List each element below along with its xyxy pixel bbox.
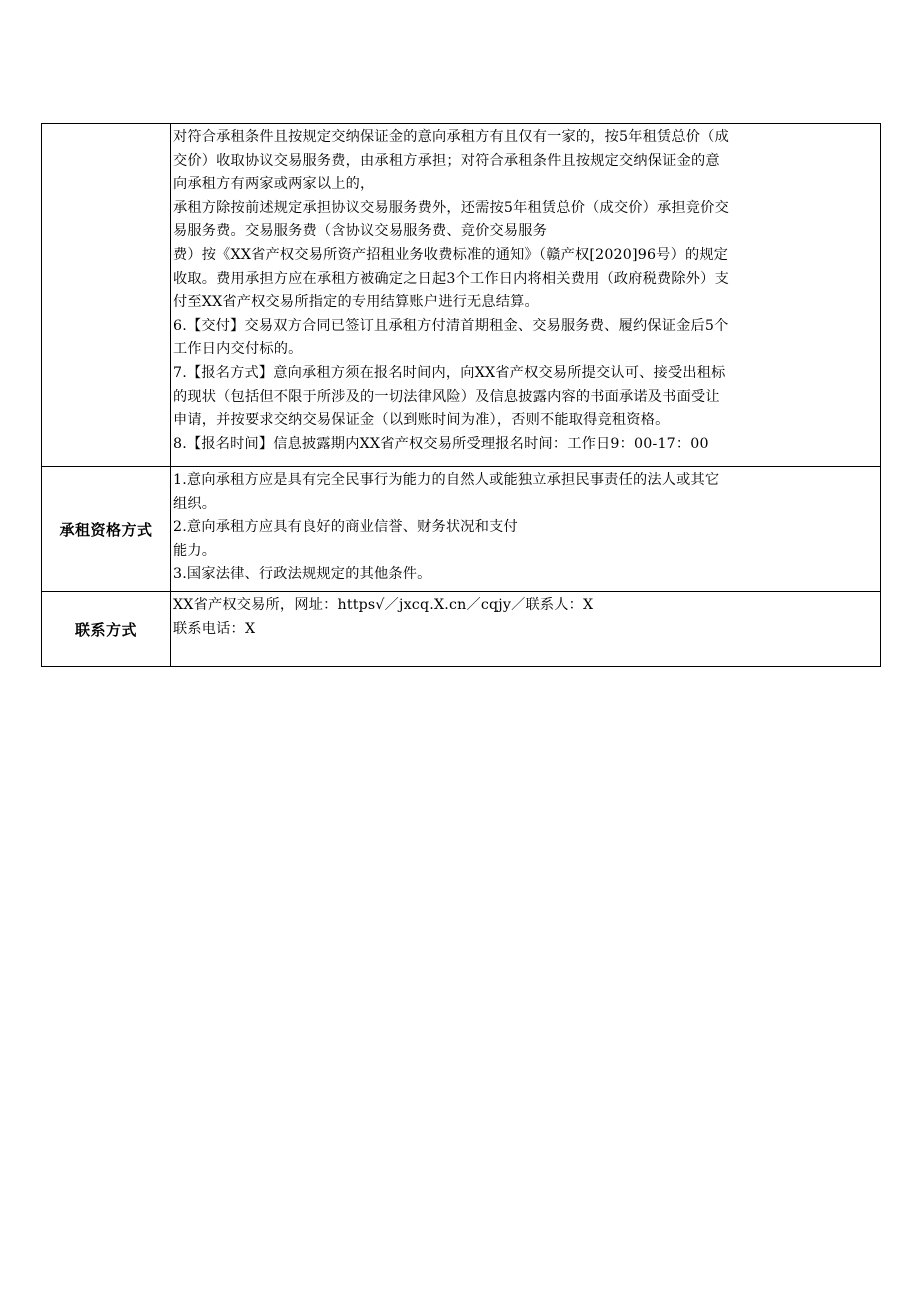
text-line: 费）按《XX省产权交易所资产招租业务收费标准的通知》（赣产权[2020]96号）的规定 (173, 246, 729, 263)
text-line: 6.【交付】交易双方合同已签订且承租方付清首期租金、交易服务费、履约保证金后5个 (173, 317, 729, 334)
text-line: 2.意向承租方应具有良好的商业信誉、财务状况和支付 (173, 519, 518, 536)
text-line: 工作日内交付标的。 (173, 341, 303, 358)
qualification-content (171, 467, 881, 592)
contact-website-line: XX省产权交易所，网址：https√／jxcq.X.cn／cqjy／联系人：X (173, 597, 594, 613)
text-line: 8.【报名时间】信息披露期内XX省产权交易所受理报名时间：工作日9：00-17：00 (173, 435, 709, 452)
table-row (42, 124, 881, 467)
text-line: 组织。 (173, 495, 217, 512)
text-line: 的现状（包括但不限于所涉及的一切法律风险）及信息披露内容的书面承诺及书面受让 (173, 388, 720, 405)
text-line: 交价）收取协议交易服务费，由承租方承担；对符合承租条件且按规定交纳保证金的意 (173, 152, 720, 169)
text-line: 对符合承租条件且按规定交纳保证金的意向承租方有且仅有一家的，按5年租赁总价（成 (173, 129, 729, 145)
text-line: 付至XX省产权交易所指定的专用结算账户进行无息结算。 (173, 294, 539, 311)
table-row (42, 592, 881, 667)
info-table (41, 123, 881, 667)
contact-phone-line: 联系电话：X (173, 620, 256, 637)
text-line: 承租方除按前述规定承担协议交易服务费外，还需按5年租赁总价（成交价）承担竞价交 (173, 199, 729, 216)
row-label-contact: 联系方式 (42, 592, 171, 667)
contact-content (171, 592, 881, 667)
row-label-qualification: 承租资格方式 (42, 467, 171, 592)
text-line: 收取。费用承担方应在承租方被确定之日起3个工作日内将相关费用（政府税费除外）支 (173, 270, 729, 287)
text-line: 3.国家法律、行政法规规定的其他条件。 (173, 566, 432, 583)
row-label-cell (42, 124, 171, 467)
text-line: 7.【报名方式】意向承租方须在报名时间内，向XX省产权交易所提交认可、接受出租标 (173, 364, 726, 381)
text-line: 1.意向承租方应是具有完全民事行为能力的自然人或能独立承担民事责任的法人或其它 (173, 472, 720, 488)
table-row (42, 467, 881, 592)
text-line: 能力。 (173, 542, 217, 559)
fee-and-registration-content (171, 124, 881, 467)
text-line: 向承租方有两家或两家以上的， (173, 176, 375, 193)
text-line: 申请，并按要求交纳交易保证金（以到账时间为准），否则不能取得竞租资格。 (173, 412, 670, 429)
text-line: 易服务费。交易服务费（含协议交易服务费、竞价交易服务 (173, 223, 548, 240)
